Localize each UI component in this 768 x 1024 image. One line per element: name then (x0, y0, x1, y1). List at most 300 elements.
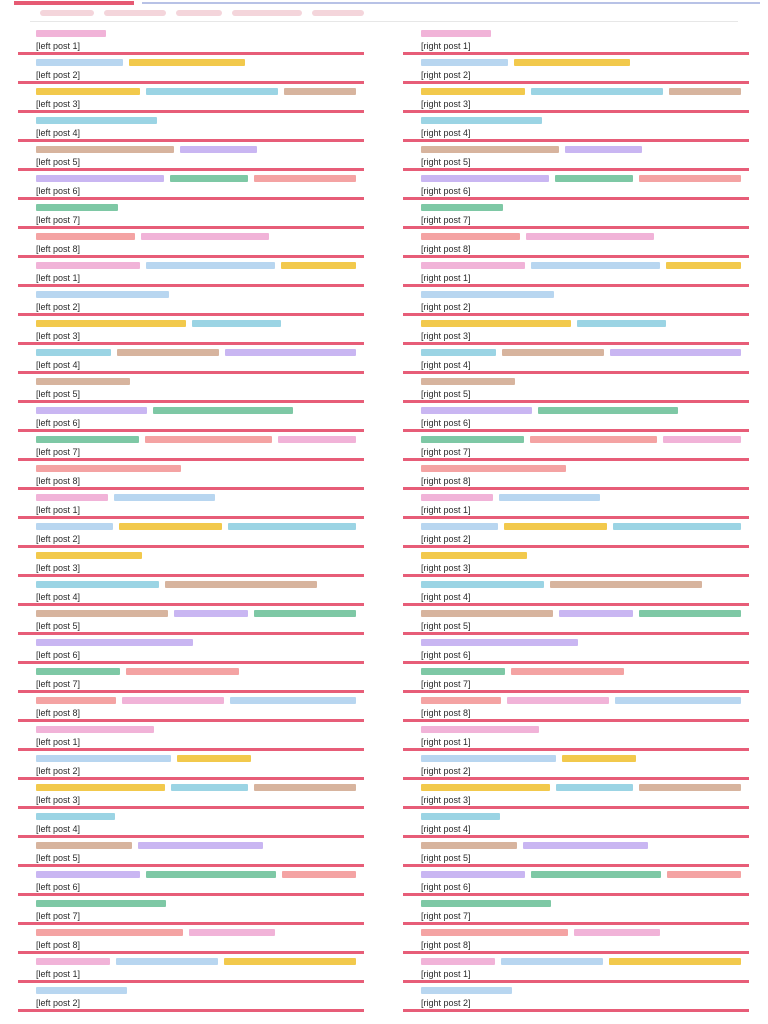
post-thumbnails (36, 175, 356, 182)
post-thumbnail (666, 262, 741, 269)
post-thumbnails (421, 929, 741, 936)
post-thumbnail (421, 958, 495, 965)
post-title[interactable]: [left post 4] (36, 824, 81, 834)
post-title[interactable]: [right post 1] (421, 41, 471, 51)
post-thumbnails (36, 349, 356, 356)
post-thumbnail (421, 726, 539, 733)
post-thumbnails (421, 755, 741, 762)
post-card[interactable] (403, 171, 749, 200)
post-card[interactable] (403, 722, 749, 751)
post-thumbnails (421, 175, 741, 182)
post-title[interactable]: [left post 3] (36, 795, 81, 805)
post-thumbnail (36, 697, 116, 704)
post-title[interactable]: [left post 5] (36, 853, 81, 863)
post-thumbnails (421, 987, 741, 994)
post-card[interactable] (403, 258, 749, 287)
post-thumbnail (577, 320, 666, 327)
post-card[interactable] (403, 925, 749, 954)
post-thumbnail (36, 465, 181, 472)
post-thumbnail (421, 668, 505, 675)
post-thumbnail (36, 407, 147, 414)
post-thumbnails (36, 755, 356, 762)
post-thumbnails (36, 30, 356, 37)
post-card[interactable] (18, 258, 364, 287)
post-thumbnails (36, 494, 356, 501)
post-column-left (18, 26, 364, 1024)
post-thumbnail (421, 494, 493, 501)
post-thumbnails (421, 784, 741, 791)
post-thumbnails (36, 581, 356, 588)
post-thumbnail (559, 610, 633, 617)
post-title[interactable]: [left post 5] (36, 621, 81, 631)
post-thumbnails (421, 552, 741, 559)
post-thumbnail (36, 987, 127, 994)
post-card[interactable] (18, 635, 364, 664)
post-thumbnail (254, 610, 356, 617)
post-thumbnail (562, 755, 636, 762)
post-thumbnail (421, 900, 551, 907)
post-title[interactable]: [right post 7] (421, 447, 471, 457)
post-title[interactable]: [right post 1] (421, 505, 471, 515)
post-card[interactable] (18, 142, 364, 171)
post-thumbnail (36, 175, 164, 182)
post-card[interactable] (18, 548, 364, 577)
post-card[interactable] (403, 432, 749, 461)
post-thumbnail (504, 523, 607, 530)
post-card[interactable] (18, 780, 364, 809)
post-thumbnail (138, 842, 263, 849)
post-thumbnail (421, 204, 503, 211)
post-thumbnail (523, 842, 648, 849)
post-title[interactable]: [left post 8] (36, 244, 81, 254)
post-thumbnails (421, 523, 741, 530)
post-card[interactable] (18, 316, 364, 345)
post-thumbnail (36, 813, 115, 820)
post-thumbnail (421, 639, 578, 646)
post-thumbnail (36, 784, 165, 791)
post-card[interactable] (18, 374, 364, 403)
post-card[interactable] (403, 229, 749, 258)
post-title[interactable]: [right post 4] (421, 824, 471, 834)
post-thumbnail (609, 958, 741, 965)
post-title[interactable]: [right post 5] (421, 853, 471, 863)
post-thumbnail (225, 349, 356, 356)
post-thumbnails (36, 871, 356, 878)
post-title[interactable]: [right post 7] (421, 911, 471, 921)
post-thumbnails (36, 610, 356, 617)
post-thumbnails (421, 59, 741, 66)
post-card[interactable] (18, 954, 364, 983)
post-thumbnail (36, 30, 106, 37)
post-thumbnail (550, 581, 702, 588)
post-card[interactable] (18, 55, 364, 84)
post-title[interactable]: [right post 2] (421, 302, 471, 312)
post-title[interactable]: [right post 8] (421, 708, 471, 718)
post-title[interactable]: [right post 8] (421, 476, 471, 486)
post-thumbnails (36, 262, 356, 269)
post-title[interactable]: [left post 1] (36, 505, 81, 515)
post-title[interactable]: [right post 1] (421, 969, 471, 979)
post-title[interactable]: [right post 8] (421, 940, 471, 950)
post-thumbnails (421, 697, 741, 704)
post-thumbnails (421, 117, 741, 124)
post-card[interactable] (403, 577, 749, 606)
post-card[interactable] (403, 403, 749, 432)
post-thumbnails (36, 204, 356, 211)
post-card[interactable] (403, 751, 749, 780)
post-thumbnail (36, 668, 120, 675)
post-thumbnail (421, 349, 496, 356)
nav-item[interactable] (232, 10, 302, 16)
post-thumbnail (224, 958, 356, 965)
brand-logo[interactable] (14, 1, 134, 5)
post-title[interactable]: [left post 6] (36, 186, 81, 196)
post-card[interactable] (403, 142, 749, 171)
post-title[interactable]: [left post 8] (36, 476, 81, 486)
post-card[interactable] (403, 519, 749, 548)
post-card[interactable] (403, 490, 749, 519)
post-thumbnails (421, 320, 741, 327)
post-title[interactable]: [left post 7] (36, 679, 81, 689)
post-card[interactable] (18, 751, 364, 780)
post-thumbnails (36, 117, 356, 124)
post-thumbnails (421, 726, 741, 733)
post-title[interactable]: [right post 1] (421, 273, 471, 283)
post-thumbnail (189, 929, 275, 936)
post-card[interactable] (18, 867, 364, 896)
post-card[interactable] (18, 461, 364, 490)
post-title[interactable]: [left post 6] (36, 882, 81, 892)
post-thumbnail (165, 581, 317, 588)
post-thumbnail (170, 175, 248, 182)
post-title[interactable]: [left post 5] (36, 157, 81, 167)
post-thumbnail (36, 117, 157, 124)
post-thumbnail (610, 349, 741, 356)
post-title[interactable]: [right post 3] (421, 563, 471, 573)
post-thumbnails (36, 436, 356, 443)
post-title[interactable]: [left post 2] (36, 70, 81, 80)
post-thumbnails (421, 639, 741, 646)
post-thumbnails (36, 784, 356, 791)
post-card[interactable] (18, 403, 364, 432)
post-card[interactable] (18, 577, 364, 606)
post-thumbnails (36, 668, 356, 675)
post-thumbnail (639, 610, 741, 617)
post-thumbnail (36, 349, 111, 356)
post-thumbnail (278, 436, 356, 443)
post-thumbnails (421, 900, 741, 907)
post-thumbnail (177, 755, 251, 762)
post-card[interactable] (18, 606, 364, 635)
post-title[interactable]: [right post 3] (421, 795, 471, 805)
post-thumbnail (36, 59, 123, 66)
post-title[interactable]: [left post 3] (36, 99, 81, 109)
post-thumbnail (36, 958, 110, 965)
post-title[interactable]: [right post 2] (421, 998, 471, 1008)
post-thumbnail (36, 755, 171, 762)
post-thumbnails (36, 842, 356, 849)
post-title[interactable]: [left post 8] (36, 708, 81, 718)
post-thumbnail (421, 871, 525, 878)
post-thumbnail (667, 871, 741, 878)
post-card[interactable] (403, 838, 749, 867)
post-title[interactable]: [left post 6] (36, 650, 81, 660)
post-thumbnail (36, 233, 135, 240)
post-title[interactable]: [left post 7] (36, 911, 81, 921)
post-thumbnail (531, 871, 661, 878)
post-thumbnails (421, 581, 741, 588)
post-thumbnail (146, 871, 276, 878)
post-title[interactable]: [left post 2] (36, 302, 81, 312)
post-card[interactable] (18, 84, 364, 113)
post-card[interactable] (18, 664, 364, 693)
post-thumbnail (36, 871, 140, 878)
post-card[interactable] (403, 664, 749, 693)
post-thumbnails (36, 523, 356, 530)
post-title[interactable]: [left post 3] (36, 563, 81, 573)
post-thumbnails (421, 30, 741, 37)
post-card[interactable] (18, 896, 364, 925)
post-card[interactable] (403, 809, 749, 838)
nav-item[interactable] (104, 10, 166, 16)
post-thumbnail (36, 610, 168, 617)
post-thumbnails (421, 610, 741, 617)
post-card[interactable] (18, 229, 364, 258)
post-title[interactable]: [left post 3] (36, 331, 81, 341)
post-card[interactable] (403, 345, 749, 374)
post-card[interactable] (18, 113, 364, 142)
post-thumbnail (36, 639, 193, 646)
post-card[interactable] (403, 780, 749, 809)
post-thumbnail (639, 175, 741, 182)
post-thumbnails (36, 726, 356, 733)
top-bar (0, 0, 768, 6)
post-thumbnails (421, 204, 741, 211)
post-thumbnail (114, 494, 215, 501)
post-thumbnail (421, 233, 520, 240)
nav-strip (142, 2, 760, 4)
post-thumbnail (565, 146, 642, 153)
post-thumbnail (421, 552, 527, 559)
post-title[interactable]: [left post 2] (36, 998, 81, 1008)
post-thumbnail (531, 88, 664, 95)
post-card[interactable] (403, 374, 749, 403)
post-thumbnail (502, 349, 605, 356)
post-title[interactable]: [left post 8] (36, 940, 81, 950)
post-card[interactable] (18, 432, 364, 461)
post-card[interactable] (403, 200, 749, 229)
post-title[interactable]: [right post 4] (421, 128, 471, 138)
post-thumbnail (421, 262, 525, 269)
post-card[interactable] (403, 867, 749, 896)
post-thumbnail (36, 842, 132, 849)
post-thumbnail (421, 88, 525, 95)
post-thumbnail (421, 581, 544, 588)
post-thumbnails (36, 465, 356, 472)
post-thumbnail (421, 407, 532, 414)
post-card[interactable] (403, 287, 749, 316)
post-card[interactable] (403, 896, 749, 925)
post-title[interactable]: [right post 2] (421, 534, 471, 544)
header-divider (30, 21, 738, 22)
post-thumbnail (421, 523, 498, 530)
post-thumbnails (421, 349, 741, 356)
post-thumbnail (555, 175, 633, 182)
post-thumbnails (36, 378, 356, 385)
post-title[interactable]: [left post 6] (36, 418, 81, 428)
post-thumbnails (421, 958, 741, 965)
post-thumbnail (421, 755, 556, 762)
post-thumbnails (421, 291, 741, 298)
post-thumbnail (284, 88, 356, 95)
post-thumbnail (254, 784, 356, 791)
post-title[interactable]: [right post 8] (421, 244, 471, 254)
post-thumbnail (574, 929, 660, 936)
post-thumbnail (171, 784, 248, 791)
post-thumbnails (421, 262, 741, 269)
post-thumbnail (421, 784, 550, 791)
post-title[interactable]: [left post 1] (36, 737, 81, 747)
nav-item[interactable] (176, 10, 222, 16)
post-thumbnail (146, 88, 279, 95)
post-thumbnails (36, 233, 356, 240)
post-card[interactable] (403, 55, 749, 84)
post-thumbnails (36, 146, 356, 153)
post-title[interactable]: [right post 5] (421, 621, 471, 631)
post-card[interactable] (403, 983, 749, 1012)
nav-item[interactable] (40, 10, 94, 16)
post-thumbnail (421, 378, 515, 385)
post-thumbnail (153, 407, 293, 414)
post-thumbnails (36, 639, 356, 646)
post-title[interactable]: [right post 6] (421, 882, 471, 892)
post-title[interactable]: [left post 7] (36, 215, 81, 225)
post-title[interactable]: [left post 1] (36, 969, 81, 979)
post-title[interactable]: [right post 3] (421, 331, 471, 341)
post-thumbnails (421, 465, 741, 472)
post-card[interactable] (403, 26, 749, 55)
post-title[interactable]: [left post 2] (36, 766, 81, 776)
post-thumbnail (146, 262, 275, 269)
post-thumbnails (421, 494, 741, 501)
post-card[interactable] (18, 287, 364, 316)
post-thumbnail (174, 610, 248, 617)
post-thumbnails (36, 987, 356, 994)
post-title[interactable]: [right post 1] (421, 737, 471, 747)
post-thumbnail (421, 813, 500, 820)
post-card[interactable] (403, 954, 749, 983)
post-card[interactable] (403, 316, 749, 345)
post-title[interactable]: [left post 4] (36, 592, 81, 602)
post-thumbnail (531, 262, 660, 269)
post-thumbnail (141, 233, 269, 240)
post-thumbnail (36, 291, 169, 298)
post-thumbnail (36, 494, 108, 501)
post-title[interactable]: [right post 5] (421, 157, 471, 167)
post-card[interactable] (18, 693, 364, 722)
post-thumbnail (36, 320, 186, 327)
post-thumbnail (538, 407, 678, 414)
post-thumbnails (421, 436, 741, 443)
post-card[interactable] (403, 548, 749, 577)
post-card[interactable] (18, 200, 364, 229)
nav-item[interactable] (312, 10, 364, 16)
post-title[interactable]: [right post 2] (421, 766, 471, 776)
post-column-right (403, 26, 749, 1024)
post-thumbnail (530, 436, 657, 443)
post-card[interactable] (18, 809, 364, 838)
post-thumbnail (421, 842, 517, 849)
post-thumbnails (36, 813, 356, 820)
post-thumbnail (421, 320, 571, 327)
post-card[interactable] (18, 722, 364, 751)
post-title[interactable]: [right post 7] (421, 215, 471, 225)
post-card[interactable] (18, 171, 364, 200)
post-thumbnails (421, 871, 741, 878)
post-card[interactable] (403, 693, 749, 722)
post-title[interactable]: [right post 4] (421, 592, 471, 602)
post-thumbnails (421, 88, 741, 95)
post-thumbnail (228, 523, 356, 530)
post-thumbnails (421, 842, 741, 849)
post-title[interactable]: [right post 7] (421, 679, 471, 689)
post-title[interactable]: [left post 4] (36, 360, 81, 370)
post-card[interactable] (403, 461, 749, 490)
post-thumbnail (129, 59, 245, 66)
post-thumbnail (36, 581, 159, 588)
post-title[interactable]: [left post 2] (36, 534, 81, 544)
post-thumbnail (36, 523, 113, 530)
post-title[interactable]: [left post 5] (36, 389, 81, 399)
post-thumbnail (117, 349, 220, 356)
post-thumbnail (511, 668, 624, 675)
post-thumbnails (421, 378, 741, 385)
post-card[interactable] (18, 345, 364, 374)
post-title[interactable]: [right post 5] (421, 389, 471, 399)
post-thumbnail (116, 958, 219, 965)
post-card[interactable] (18, 838, 364, 867)
post-card[interactable] (18, 983, 364, 1012)
post-title[interactable]: [left post 1] (36, 273, 81, 283)
post-card[interactable] (403, 606, 749, 635)
post-thumbnails (421, 233, 741, 240)
post-title[interactable]: [right post 2] (421, 70, 471, 80)
post-card[interactable] (403, 84, 749, 113)
post-thumbnail (421, 697, 501, 704)
post-thumbnails (36, 59, 356, 66)
post-title[interactable]: [left post 7] (36, 447, 81, 457)
post-thumbnails (36, 900, 356, 907)
post-thumbnail (499, 494, 600, 501)
post-title[interactable]: [right post 6] (421, 186, 471, 196)
post-title[interactable]: [right post 6] (421, 650, 471, 660)
post-card[interactable] (18, 925, 364, 954)
post-thumbnail (254, 175, 356, 182)
post-card[interactable] (403, 113, 749, 142)
post-thumbnail (421, 929, 568, 936)
post-title[interactable]: [right post 4] (421, 360, 471, 370)
post-card[interactable] (18, 519, 364, 548)
post-title[interactable]: [left post 4] (36, 128, 81, 138)
post-thumbnails (421, 813, 741, 820)
post-card[interactable] (18, 26, 364, 55)
post-title[interactable]: [right post 3] (421, 99, 471, 109)
post-card[interactable] (18, 490, 364, 519)
post-thumbnail (421, 59, 508, 66)
post-card[interactable] (403, 635, 749, 664)
post-title[interactable]: [right post 6] (421, 418, 471, 428)
post-title[interactable]: [left post 1] (36, 41, 81, 51)
